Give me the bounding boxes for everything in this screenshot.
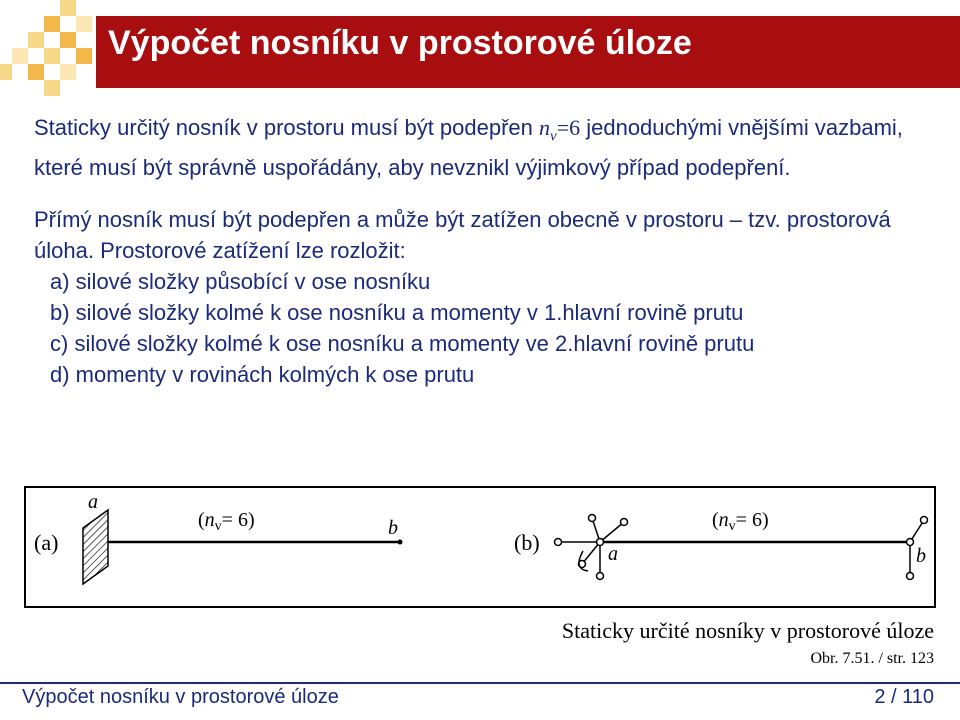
decor-square <box>0 64 12 80</box>
decor-square <box>28 32 44 48</box>
page-number: 2 / 110 <box>874 686 934 708</box>
beam-diagram <box>26 488 934 606</box>
paragraph-intro: Staticky určitý nosník v prostoru musí být podepřen $n_v=6$ jednoduchými vnějšími vazbami, které musí být správně uspořádány, aby nevznikl výjimkový případ podepření. <box>34 115 903 181</box>
decor-square <box>44 48 60 64</box>
support-label-b-a: a <box>608 543 618 565</box>
decor-square <box>44 16 60 32</box>
end-label-b-b: b <box>916 545 926 567</box>
list-item: b) silové složky kolmé k ose nosníku a momenty v 1.hlavní rovině prutu <box>50 300 744 326</box>
beam-figure <box>24 486 936 608</box>
list-item: a) silové složky působící v ose nosníku <box>50 269 431 295</box>
math-n: n <box>539 115 551 140</box>
footer-divider <box>0 682 960 684</box>
decor-square <box>60 0 76 16</box>
decor-square <box>76 48 92 64</box>
figure-source: Obr. 7.51. / str. 123 <box>810 650 934 667</box>
math-eq: =6 <box>556 115 581 140</box>
slide-title: Výpočet nosníku v prostorové úloze <box>108 24 692 62</box>
figure-a-label: (a) <box>34 530 59 555</box>
end-label-b: b <box>388 517 398 539</box>
footer-title: Výpočet nosníku v prostorové úloze <box>22 686 339 708</box>
list-item: c) silové složky kolmé k ose nosníku a momenty ve 2.hlavní rovině prutu <box>50 331 755 357</box>
math-sub-v: v <box>550 128 557 145</box>
constraint-count-b: $(n_v= 6)$ <box>712 509 769 534</box>
decor-square <box>12 48 28 64</box>
support-label-a: a <box>88 491 98 513</box>
figure-b-label: (b) <box>514 530 540 555</box>
figure-caption: Staticky určité nosníky v prostorové úloze <box>561 618 934 643</box>
list-item: d) momenty v rovinách kolmých k ose prutu <box>50 362 475 388</box>
beam-end <box>398 540 403 545</box>
decor-square <box>44 80 60 96</box>
paragraph-load: Přímý nosník musí být podepřen a může být zatížen obecně v prostoru – tzv. prostorová úloha. Prostorové zatížení lze rozložit: <box>34 207 891 264</box>
decor-square <box>60 32 76 48</box>
fixed-support <box>83 510 108 584</box>
decor-square <box>28 64 44 80</box>
constraint-count-a: $(n_v= 6)$ <box>198 509 255 534</box>
slide-content <box>34 112 934 390</box>
decor-square <box>60 64 76 80</box>
decor-square <box>76 16 92 32</box>
